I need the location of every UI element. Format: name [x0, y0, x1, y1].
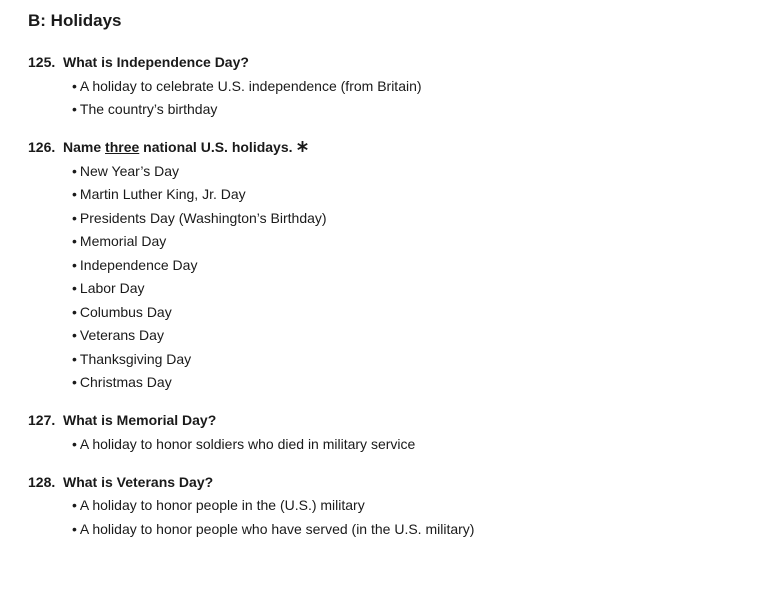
answer-text: Veterans Day	[79, 327, 164, 343]
answer-text: Presidents Day (Washington’s Birthday)	[79, 209, 327, 226]
question-line	[28, 138, 748, 156]
answer-item	[72, 435, 748, 453]
answer-item	[72, 100, 748, 118]
question-127	[28, 411, 748, 453]
answer-text: Thanksgiving Day	[79, 350, 192, 367]
answer-text: A holiday to honor soldiers who died in military service	[79, 435, 416, 452]
question-128	[28, 473, 748, 538]
answer-item	[72, 303, 748, 321]
bullet-icon: •	[72, 162, 77, 179]
question-line	[28, 53, 748, 71]
answer-item	[72, 520, 748, 538]
bullet-icon: •	[72, 327, 77, 343]
answer-text: Independence Day	[79, 256, 198, 273]
answer-item	[72, 232, 748, 250]
answer-item	[72, 279, 748, 297]
question-text	[63, 138, 293, 156]
bullet-icon: •	[72, 303, 77, 320]
bullet-icon: •	[72, 101, 77, 117]
bullet-icon: •	[72, 350, 77, 367]
bullet-icon: •	[72, 497, 77, 513]
question-text: What is Memorial Day?	[63, 412, 217, 428]
question-line	[28, 473, 748, 491]
answer-item	[72, 162, 748, 180]
bullet-icon: •	[72, 186, 77, 202]
question-number: 126.	[28, 139, 56, 155]
question-text-after: national U.S. holidays.	[139, 139, 293, 155]
answer-text: The country’s birthday	[79, 101, 218, 117]
question-text: What is Veterans Day?	[63, 473, 214, 490]
answer-text: Martin Luther King, Jr. Day	[79, 186, 246, 202]
answer-text: A holiday to celebrate U.S. independence (from Britain)	[79, 77, 422, 94]
question-line	[28, 411, 748, 429]
question-number: 125.	[28, 54, 56, 70]
answer-list	[28, 162, 748, 392]
bullet-icon: •	[72, 435, 77, 452]
bullet-icon: •	[72, 256, 77, 273]
answer-text: Memorial Day	[79, 233, 167, 249]
question-text: What is Independence Day?	[63, 54, 249, 70]
answer-item	[72, 373, 748, 391]
question-126	[28, 138, 748, 391]
answer-item	[72, 496, 748, 514]
question-text-before: Name	[63, 139, 106, 155]
bullet-icon: •	[72, 209, 77, 226]
bullet-icon: •	[72, 374, 77, 390]
answer-item	[72, 209, 748, 227]
answer-item	[72, 185, 748, 203]
bullet-icon: •	[72, 77, 77, 94]
question-number: 128.	[28, 473, 56, 490]
answer-list	[28, 496, 748, 538]
answer-text: Christmas Day	[79, 374, 172, 390]
answer-item	[72, 350, 748, 368]
question-125	[28, 53, 748, 118]
answer-text: Columbus Day	[79, 303, 172, 320]
answer-text: A holiday to honor people in the (U.S.) military	[79, 497, 365, 513]
question-text-underlined: three	[105, 139, 140, 155]
answer-item	[72, 326, 748, 344]
bullet-icon: •	[72, 520, 77, 537]
asterisk-star-icon	[297, 138, 308, 156]
question-number: 127.	[28, 412, 56, 428]
answer-item	[72, 256, 748, 274]
answer-item	[72, 77, 748, 95]
bullet-icon: •	[72, 280, 77, 296]
answer-text: A holiday to honor people who have served (in the U.S. military)	[79, 520, 475, 537]
answer-list	[28, 435, 748, 453]
bullet-icon: •	[72, 233, 77, 249]
answer-list	[28, 77, 748, 119]
answer-text: Labor Day	[79, 280, 145, 296]
answer-text: New Year’s Day	[79, 162, 179, 179]
section-title: B: Holidays	[28, 11, 122, 30]
document-page	[28, 10, 748, 538]
